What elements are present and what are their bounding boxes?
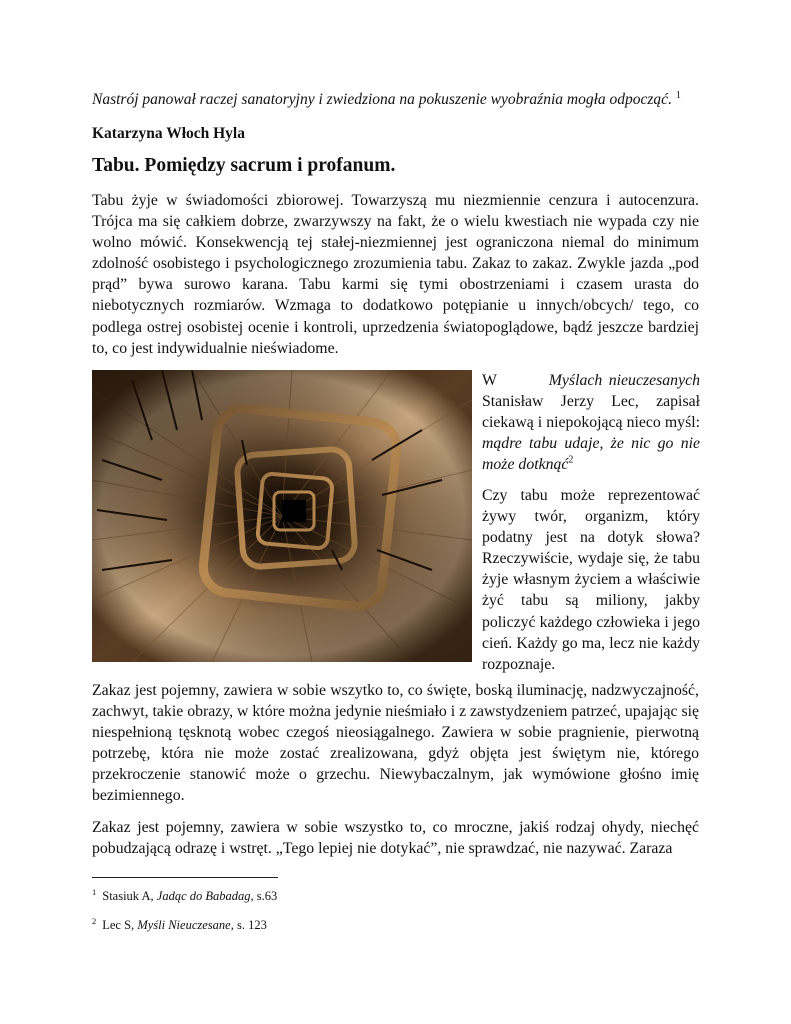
side-paragraph-2: Czy tabu może reprezentować żywy twór, organizm, który podatny jest na dotyk słowa? Rzeczywiście, wydaje się, że tabu żyje własnym życiem a właściwie żyć tabu są miliony, jakby policzyć każdego człowieka i jego cień. Każdy go ma, lecz nie każdy rozpoznaje. [482, 487, 700, 673]
footnote-number: 1 [92, 886, 97, 897]
footnote-2 [92, 917, 267, 933]
side-word-w: W [482, 372, 497, 389]
paragraph-4: Zakaz jest pojemny, zawiera w sobie wszystko to, co mroczne, jakiś rodzaj ohydy, niechęć pobudzającą odrazę i wstręt. „Tego lepiej nie dotykać”, nie sprawdzać, nie nazywać. Zaraza [92, 819, 699, 858]
footnote-author: Stasiuk A, [102, 889, 157, 903]
staircase-photo [92, 370, 472, 662]
paragraph-3: Zakaz jest pojemny, zawiera w sobie wszytko to, co święte, boską iluminację, nadzwyczajność, zachwyt, takie obrazy, w które można jedynie nieśmiało i z zawstydzeniem patrzeć, upajając się niespełnioną tęsknotą wobec czegoś nieosiągalnego. Zawiera w sobie pragnienie, pierwotną potrzebę, która nie może zostać zrealizowana, gdyż objęta jest świętym nie, którego przekroczenie stanowić może o grzechu. Niewybaczalnym, jak wymówione głośno imię bezimiennego. [92, 682, 699, 805]
footnote-title: Myśli Nieuczesane [137, 918, 231, 932]
footnote-page: s.63 [253, 889, 278, 903]
footnote-author: Lec S, [102, 918, 138, 932]
side-paragraph-1 [482, 370, 700, 475]
footnote-title: Jadąc do Babadag, [156, 889, 254, 903]
footnote-1 [92, 888, 277, 904]
paragraph-1: Tabu żyje w świadomości zbiorowej. Towarzyszą mu niezmiennie cenzura i autocenzura. Trójca ma się całkiem dobrze, zwarzywszy na fakt, że o wielu kwestiach nie wypada czy nie wolno mówić. Konsekwencją tej stałej-niezmiennej jest ograniczona niemal do minimum zdolność osobistego i psychologicznego zrozumienia tabu. Zakaz to zakaz. Zwykle jazda „pod prąd” bywa surowo karana. Tabu karmi się tymi obostrzeniami i czasem urasta do niebotycznych rozmiarów. Wzmaga to dodatkowo potępianie u innych/obcych/ tego, co podlega ostrej osobistej ocenie i kontroli, uprzedzenia światopoglądowe, bądź jeszcze bardziej to, co jest indywidualnie nieświadome. [92, 192, 699, 357]
book-title: Myślach nieuczesanych [548, 372, 700, 389]
footnote-number: 2 [92, 915, 97, 926]
epigraph [92, 90, 702, 110]
staircase-illustration [92, 370, 472, 662]
footnote-ref-1[interactable]: 1 [675, 89, 681, 101]
author-name: Katarzyna Włoch Hyla [92, 125, 245, 142]
footnote-ref-2[interactable]: 2 [568, 455, 574, 467]
side-text: Stanisław Jerzy Lec, zapisał ciekawą i niepokojącą nieco myśl: [482, 393, 700, 432]
footnote-page: , s. 123 [230, 918, 267, 932]
lec-quote: mądre tabu udaje, że nic go nie może dotknąć [482, 435, 700, 474]
footnote-separator [92, 877, 278, 878]
article-title: Tabu. Pomiędzy sacrum i profanum. [92, 155, 396, 176]
epigraph-text: Nastrój panował raczej sanatoryjny i zwiedziona na pokuszenie wyobraźnia mogła odpocząć. [92, 91, 672, 108]
